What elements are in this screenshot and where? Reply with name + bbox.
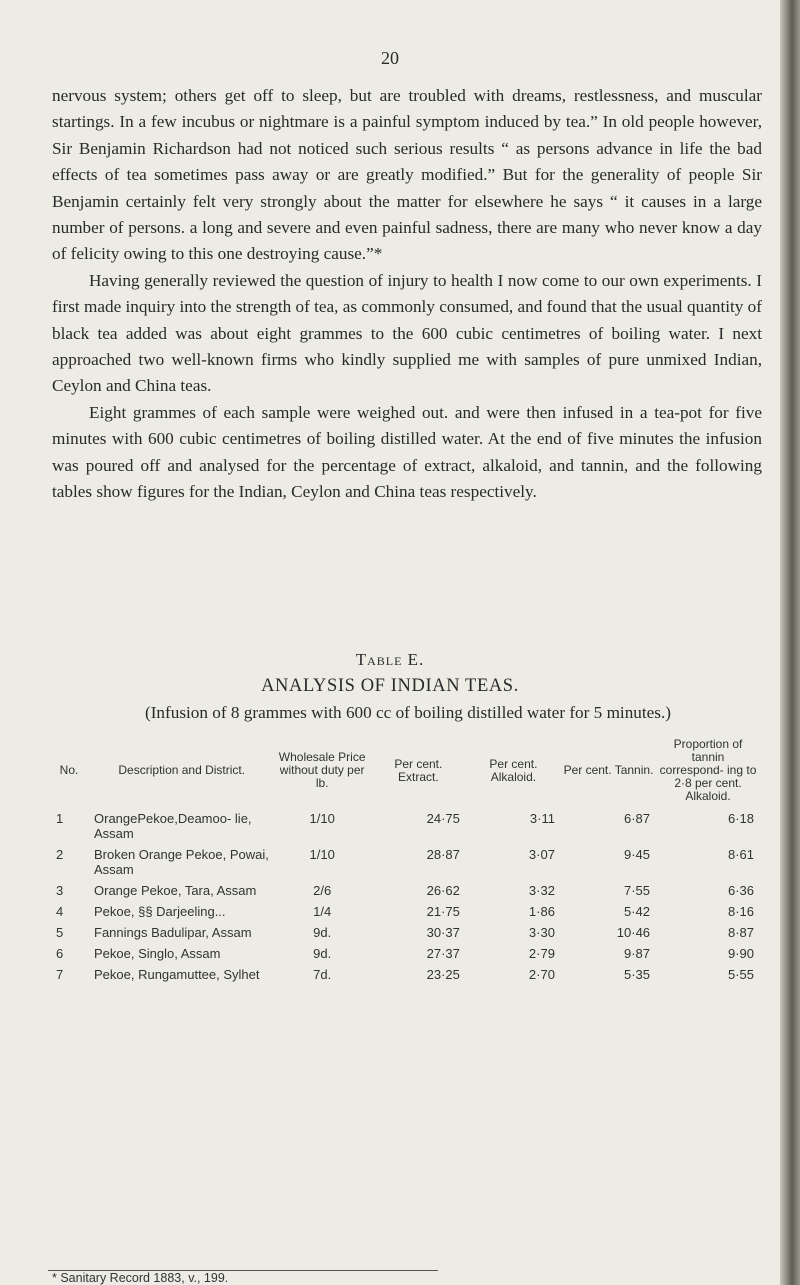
row-alkaloid: 2·70 xyxy=(528,967,555,982)
table-row xyxy=(48,883,760,904)
header-extract: Per cent. Extract. xyxy=(394,756,443,784)
row-tannin: 5·42 xyxy=(624,904,651,919)
header-no: No. xyxy=(59,763,79,777)
page-number: 20 xyxy=(381,48,399,68)
row-price: 9d. xyxy=(313,946,332,961)
row-description: Fannings Badulipar, Assam xyxy=(94,925,252,940)
row-price: 9d. xyxy=(313,925,332,940)
row-extract: 24·75 xyxy=(426,811,460,826)
paragraph-1: nervous system; others get off to sleep, but are troubled with dreams, restlessness, and muscular startings. In a few incubus or nightmare is a painful symptom induced by tea.” In old people however, Sir Benjamin Richardson had not noticed such serious results “ as persons advance in life the bad effects of tea sometimes pass away or are greatly modified.” But for the generality of people Sir Benjamin certainly felt very strongly about the matter for elsewhere he says “ it causes in a large number of persons. a long and severe and even painful sadness, there are many who never know a day of felicity owing to this one destroying cause.”* xyxy=(52,86,762,264)
row-extract: 30·37 xyxy=(426,925,460,940)
row-price: 1/4 xyxy=(313,904,332,919)
row-description: Broken Orange Pekoe, Powai, Assam xyxy=(94,847,269,877)
row-proportion: 9·90 xyxy=(727,946,754,961)
row-description: Pekoe, Singlo, Assam xyxy=(94,946,221,961)
footnote: * Sanitary Record 1883, v., 199. xyxy=(52,1271,229,1285)
table-row xyxy=(48,925,760,946)
row-tannin: 10·46 xyxy=(616,925,651,940)
row-number: 1 xyxy=(56,811,64,826)
row-tannin: 5·35 xyxy=(624,967,651,982)
table-row xyxy=(48,847,760,883)
row-number: 4 xyxy=(56,904,64,919)
paragraph-2: Having generally reviewed the question of injury to health I now come to our own experiments. I first made inquiry into the strength of tea, as commonly consumed, and found that the usual quantity of black tea added was about eight grammes to the 600 cubic centimetres of boiling water. I next approached two well-known firms who kindly supplied me with samples of pure unmixed Indian, Ceylon and China teas. xyxy=(52,270,762,396)
table-label: Table E. xyxy=(355,650,425,669)
table-row xyxy=(48,946,760,967)
row-extract: 21·75 xyxy=(426,904,460,919)
row-proportion: 8·61 xyxy=(727,847,754,862)
row-proportion: 8·16 xyxy=(727,904,754,919)
body-text xyxy=(52,83,762,506)
row-price: 1/10 xyxy=(309,847,335,862)
row-alkaloid: 3·32 xyxy=(528,883,555,898)
analysis-table xyxy=(48,738,760,988)
row-alkaloid: 2·79 xyxy=(528,946,555,961)
row-number: 7 xyxy=(56,967,64,982)
row-description: Pekoe, §§ Darjeeling... xyxy=(94,904,226,919)
row-number: 5 xyxy=(56,925,64,940)
row-extract: 28·87 xyxy=(426,847,460,862)
table-row xyxy=(48,904,760,925)
row-price: 7d. xyxy=(313,967,332,982)
row-extract: 23·25 xyxy=(426,967,460,982)
header-alkaloid: Per cent. Alkaloid. xyxy=(489,756,538,784)
row-tannin: 6·87 xyxy=(624,811,651,826)
row-number: 6 xyxy=(56,946,64,961)
row-description: Pekoe, Rungamuttee, Sylhet xyxy=(94,967,260,982)
row-extract: 27·37 xyxy=(426,946,460,961)
row-extract: 26·62 xyxy=(426,883,460,898)
table-row xyxy=(48,811,760,847)
paragraph-3: Eight grammes of each sample were weighed out. and were then infused in a tea-pot for five minutes with 600 cubic centimetres of boiling distilled water. At the end of five minutes the infusion was poured off and analysed for the percentage of extract, alkaloid, and tannin, and the following tables show figures for the Indian, Ceylon and China teas respectively. xyxy=(52,402,762,502)
header-tannin: Per cent. Tannin. xyxy=(563,763,654,777)
row-alkaloid: 1·86 xyxy=(528,904,555,919)
row-description: OrangePekoe,Deamoo- lie, Assam xyxy=(94,811,252,841)
row-tannin: 7·55 xyxy=(624,883,651,898)
row-price: 1/10 xyxy=(309,811,335,826)
row-alkaloid: 3·07 xyxy=(528,847,555,862)
row-proportion: 6·18 xyxy=(727,811,754,826)
header-price: Wholesale Price without duty per lb. xyxy=(278,750,366,790)
page-edge xyxy=(780,0,800,1285)
table-row xyxy=(48,967,760,988)
header-description: Description and District. xyxy=(118,763,246,777)
row-alkaloid: 3·30 xyxy=(528,925,555,940)
row-price: 2/6 xyxy=(313,883,332,898)
table-header-row xyxy=(48,738,760,811)
row-proportion: 6·36 xyxy=(727,883,754,898)
header-proportion: Proportion of tannin correspond- ing to 2·8 per cent. Alkaloid. xyxy=(659,737,757,803)
row-alkaloid: 3·11 xyxy=(529,811,555,826)
row-number: 2 xyxy=(56,847,64,862)
row-number: 3 xyxy=(56,883,64,898)
table-title: ANALYSIS OF INDIAN TEAS. xyxy=(261,676,519,696)
row-proportion: 5·55 xyxy=(727,967,754,982)
row-description: Orange Pekoe, Tara, Assam xyxy=(94,883,257,898)
row-tannin: 9·87 xyxy=(624,946,651,961)
table-subtitle: (Infusion of 8 grammes with 600 cc of boiling distilled water for 5 minutes.) xyxy=(144,703,672,722)
row-proportion: 8·87 xyxy=(727,925,754,940)
row-tannin: 9·45 xyxy=(624,847,651,862)
